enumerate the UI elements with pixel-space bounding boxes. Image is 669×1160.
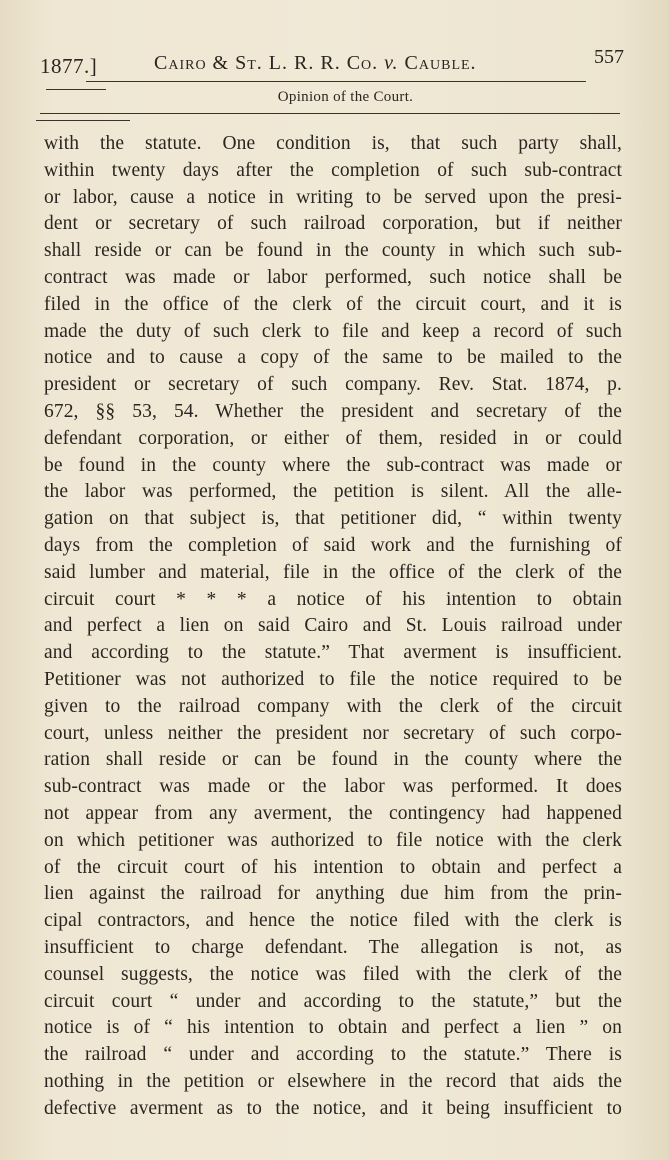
text-line: not appear from any averment, the contingency had happened — [44, 802, 622, 824]
subheading-rule — [40, 113, 620, 114]
text-line: nothing in the petition or elsewhere in the record that aids the — [44, 1070, 622, 1092]
case-title — [154, 52, 477, 75]
text-line: said lumber and material, file in the office of the clerk of the — [44, 561, 622, 583]
text-line: days from the completion of said work and the furnishing of — [44, 534, 622, 556]
text-line: and perfect a lien on said Cairo and St. Louis railroad under — [44, 615, 622, 637]
text-line: given to the railroad company with the clerk of the circuit — [44, 695, 622, 717]
text-line: shall reside or can be found in the county in which such sub- — [44, 240, 622, 262]
text-line: made the duty of such clerk to file and keep a record of such — [44, 320, 622, 342]
case-title-versus: v. — [384, 52, 399, 74]
text-line: be found in the county where the sub-contract was made or — [44, 454, 622, 476]
text-line: circuit court * * * a notice of his intention to obtain — [44, 588, 622, 610]
text-line: court, unless neither the president nor secretary of such corpo- — [44, 722, 622, 744]
text-line: lien against the railroad for anything due him from the prin- — [44, 883, 622, 905]
text-line: on which petitioner was authorized to file notice with the clerk — [44, 829, 622, 851]
case-title-respondent: Cauble. — [404, 52, 477, 74]
text-line: cipal contractors, and hence the notice filed with the clerk is — [44, 910, 622, 932]
text-line: notice and to cause a copy of the same to be mailed to the — [44, 347, 622, 369]
text-line: of the circuit court of his intention to obtain and perfect a — [44, 856, 622, 878]
case-title-parties: Cairo & St. L. R. R. Co. — [154, 52, 379, 74]
header-rule — [86, 81, 586, 82]
page-number: 557 — [594, 46, 624, 68]
text-line: filed in the office of the clerk of the circuit court, and it is — [44, 293, 622, 315]
text-line: the railroad “ under and according to the statute.” There is — [44, 1044, 622, 1066]
text-line: counsel suggests, the notice was filed with the clerk of the — [44, 963, 622, 985]
subheading-rule-short — [36, 120, 130, 121]
text-line: contract was made or labor performed, such notice shall be — [44, 266, 622, 288]
text-line: Petitioner was not authorized to file the notice required to be — [44, 668, 622, 690]
text-line: and according to the statute.” That averment is insufficient. — [44, 642, 622, 664]
text-line: gation on that subject is, that petitioner did, “ within twenty — [44, 508, 622, 530]
text-line: the labor was performed, the petition is silent. All the alle- — [44, 481, 622, 503]
running-header — [40, 46, 624, 80]
text-line: ration shall reside or can be found in the county where the — [44, 749, 622, 771]
text-line: dent or secretary of such railroad corporation, but if neither — [44, 213, 622, 235]
text-line: defective averment as to the notice, and it being insufficient to — [44, 1097, 622, 1119]
section-subheading — [0, 89, 669, 106]
opinion-body — [44, 131, 622, 1122]
subheading-text: Opinion of the Court. — [277, 89, 414, 105]
text-line: insufficient to charge defendant. The allegation is not, as — [44, 936, 622, 958]
text-line: president or secretary of such company. Rev. Stat. 1874, p. — [44, 374, 622, 396]
text-line: or labor, cause a notice in writing to be served upon the presi- — [44, 186, 622, 208]
year-marker: 1877.] — [40, 54, 98, 78]
text-line: within twenty days after the completion of such sub-contract — [44, 159, 622, 181]
text-line: notice is of “ his intention to obtain and perfect a lien ” on — [44, 1017, 622, 1039]
text-line: defendant corporation, or either of them, resided in or could — [44, 427, 622, 449]
text-line: circuit court “ under and according to the statute,” but the — [44, 990, 622, 1012]
text-line: 672, §§ 53, 54. Whether the president and secretary of the — [44, 400, 622, 422]
text-line: with the statute. One condition is, that such party shall, — [44, 133, 622, 154]
text-line: sub-contract was made or the labor was performed. It does — [44, 776, 622, 798]
